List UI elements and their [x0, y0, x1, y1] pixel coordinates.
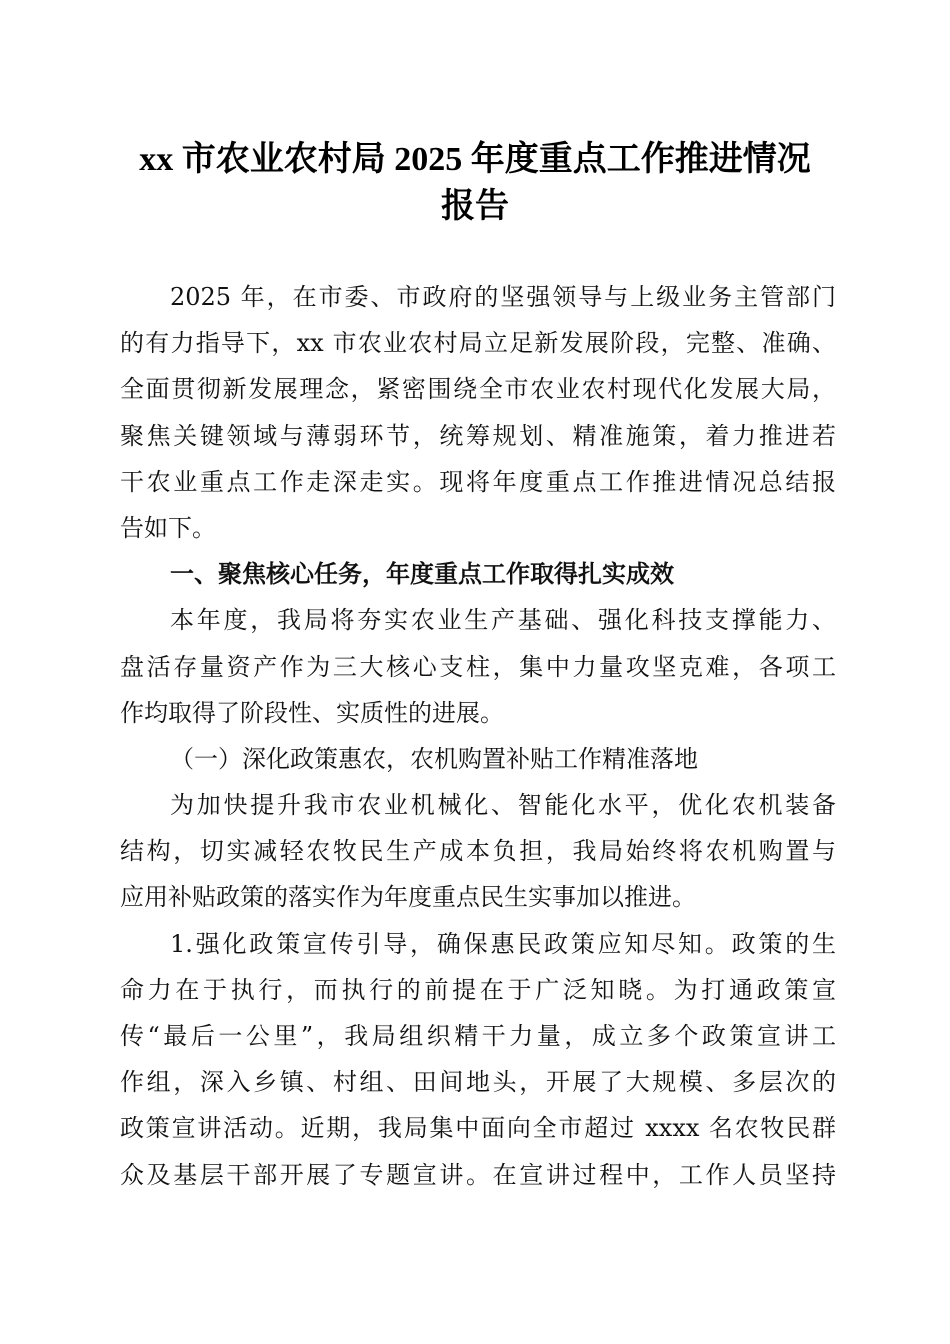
- text-line: 应用补贴政策的落实作为年度重点民生实事加以推进。: [120, 883, 696, 912]
- text-line: 1.强化政策宣传引导，确保惠民政策应知尽知。政策的生: [170, 929, 836, 958]
- paragraph: [120, 921, 836, 1198]
- text-line: （一）深化政策惠农，农机购置补贴工作精准落地: [170, 744, 698, 773]
- text-line: 一、聚焦核心任务，年度重点工作取得扎实成效: [170, 559, 674, 589]
- title-line-2: 报告: [441, 188, 509, 225]
- paragraph: [120, 782, 836, 921]
- text-line: 传“最后一公里”，我局组织精干力量，成立多个政策宣讲工: [120, 1022, 836, 1050]
- text-line: 干农业重点工作走深走实。现将年度重点工作推进情况总结报: [120, 467, 836, 496]
- text-line: 作组，深入乡镇、村组、田间地头，开展了大规模、多层次的: [120, 1068, 836, 1097]
- text-line: 作均取得了阶段性、实质性的进展。: [120, 698, 504, 727]
- text-line: 聚焦关键领域与薄弱环节，统筹规划、精准施策，着力推进若: [120, 421, 836, 450]
- text-line: 告如下。: [120, 513, 216, 542]
- section-heading: [120, 551, 836, 597]
- text-line: 结构，切实减轻农牧民生产成本负担，我局始终将农机购置与: [120, 837, 836, 866]
- document-body: [120, 274, 836, 1198]
- text-line: 政策宣讲活动。近期，我局集中面向全市超过 xxxx 名农牧民群: [120, 1114, 836, 1143]
- text-line: 为加快提升我市农业机械化、智能化水平，优化农机装备: [170, 791, 836, 820]
- text-line: 全面贯彻新发展理念，紧密围绕全市农业农村现代化发展大局，: [120, 375, 836, 404]
- text-line: 2025 年，在市委、市政府的坚强领导与上级业务主管部门: [170, 283, 836, 311]
- text-line: 众及基层干部开展了专题宣讲。在宣讲过程中，工作人员坚持: [120, 1160, 836, 1189]
- text-line: 的有力指导下，xx 市农业农村局立足新发展阶段，完整、准确、: [120, 329, 836, 358]
- text-line: 盘活存量资产作为三大核心支柱，集中力量攻坚克难，各项工: [120, 652, 836, 681]
- document-title: [0, 136, 950, 230]
- paragraph: [120, 597, 836, 736]
- paragraph: [120, 274, 836, 551]
- subsection-heading: [120, 736, 836, 782]
- text-line: 本年度，我局将夯实农业生产基础、强化科技支撑能力、: [170, 606, 836, 635]
- title-line-1: xx 市农业农村局 2025 年度重点工作推进情况: [139, 141, 811, 178]
- text-line: 命力在于执行，而执行的前提在于广泛知晓。为打通政策宣: [120, 975, 836, 1004]
